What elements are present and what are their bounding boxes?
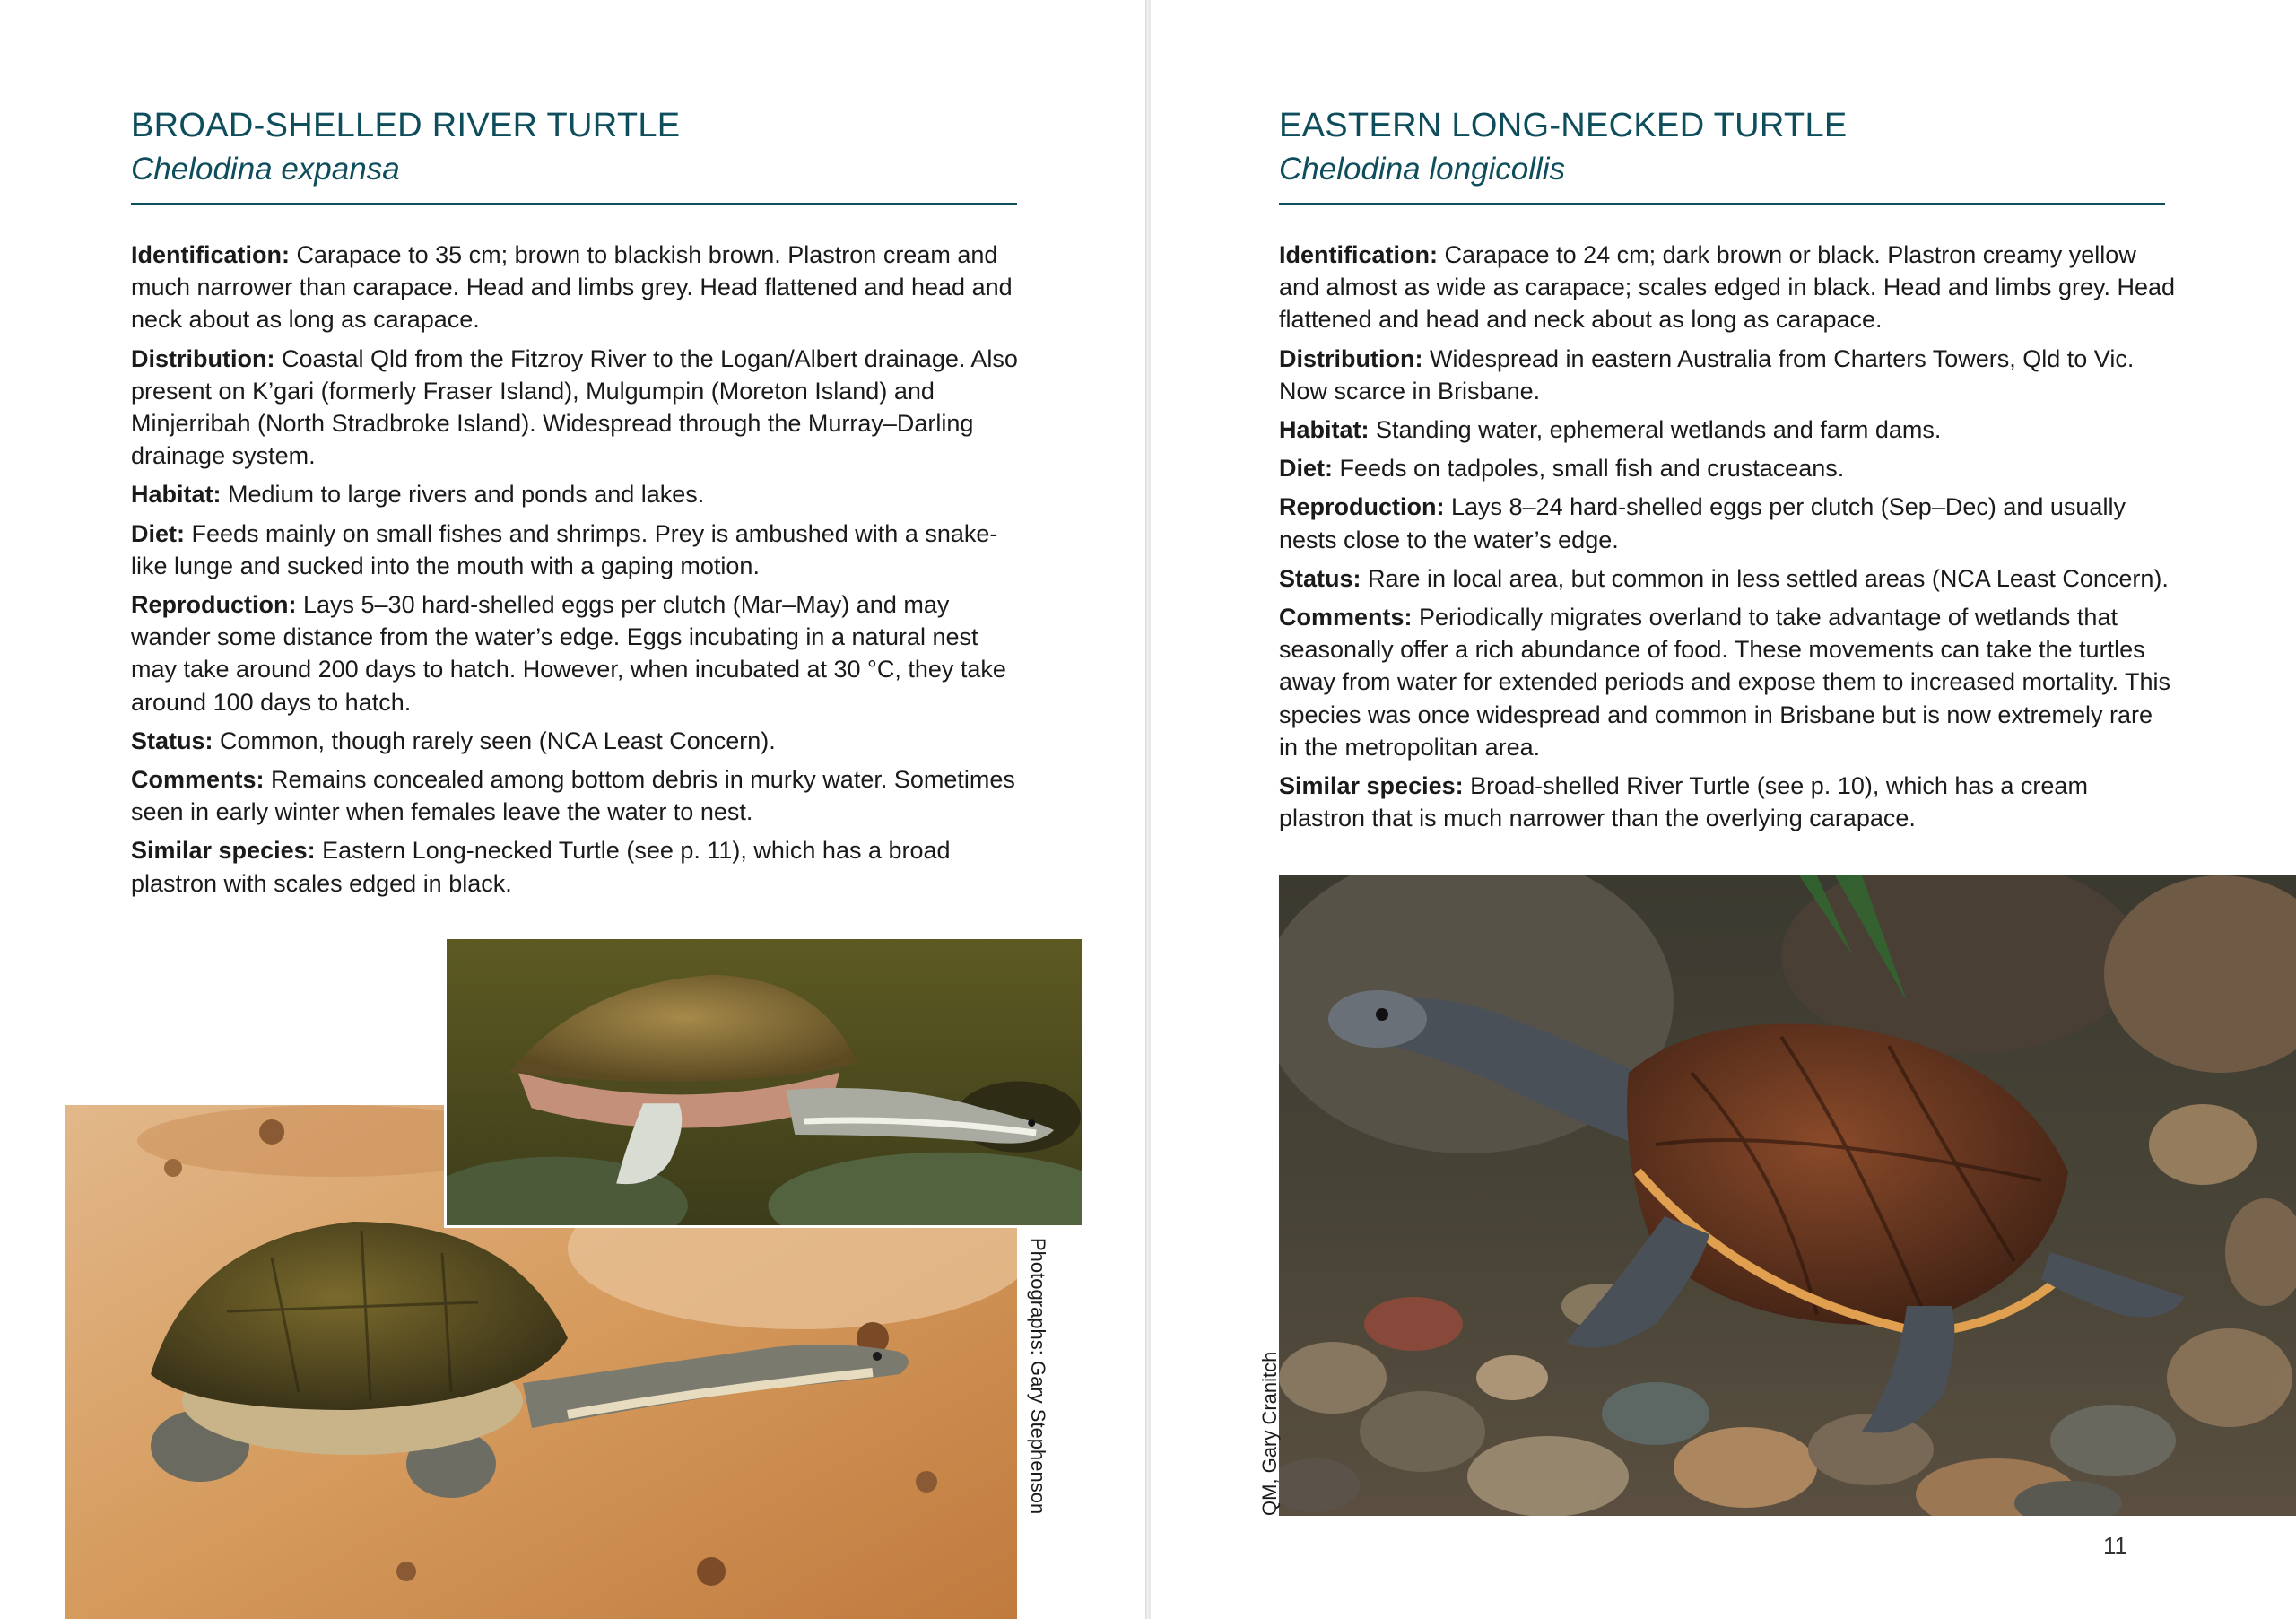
entry-label: Similar species: — [131, 837, 316, 865]
entry-label: Diet: — [131, 519, 185, 547]
header-rule — [1279, 203, 2165, 205]
status-entry — [131, 725, 1028, 757]
entry-label: Distribution: — [1279, 344, 1423, 372]
identification-entry — [1279, 239, 2176, 336]
entry-text: Rare in local area, but common in less settled areas (NCA Least Concern). — [1361, 564, 2169, 592]
right-page — [1151, 0, 2296, 1619]
entry-text: Broad-shelled River Turtle (see p. 10), which has a cream plastron that is much narrower than the overlying carapace. — [1279, 772, 2088, 832]
entry-text: Remains concealed among bottom debris in murky water. Sometimes seen in early winter when females leave the water to nest. — [131, 766, 1015, 826]
entry-text: Feeds on tadpoles, small fish and crustaceans. — [1333, 455, 1845, 483]
reproduction-entry — [131, 588, 1028, 718]
entry-text: Carapace to 35 cm; brown to blackish brown. Plastron cream and much narrower than carapace. Head and limbs grey. Head flattened and head and neck about as long as carapace. — [131, 241, 1013, 334]
similar-species-entry — [1279, 770, 2176, 834]
entry-text: Lays 5–30 hard-shelled eggs per clutch (Mar–May) and may wander some distance from the water’s edge. Eggs incubating in a natural nest may take around 200 days to hatch. However, when incubated at 30 °C, they take around 100 days to hatch. — [131, 591, 1006, 716]
identification-entry — [131, 239, 1028, 336]
long-necked-turtle-photo — [1279, 875, 2296, 1516]
distribution-entry — [131, 343, 1028, 473]
species-description — [131, 239, 1028, 906]
species-title: EASTERN LONG-NECKED TURTLE — [1279, 107, 1848, 144]
comments-entry — [131, 763, 1028, 828]
photo-credit: Photographs: Gary Stephenson — [1027, 1238, 1049, 1515]
status-entry — [1279, 562, 2176, 595]
reproduction-entry — [1279, 491, 2176, 555]
entry-text: Lays 8–24 hard-shelled eggs per clutch (Sep–Dec) and usually nests close to the water’s edge. — [1279, 493, 2126, 553]
header-rule — [131, 203, 1017, 205]
scientific-name: Chelodina longicollis — [1279, 152, 1566, 187]
similar-species-entry — [131, 834, 1028, 899]
entry-text: Medium to large rivers and ponds and lakes. — [221, 481, 705, 509]
entry-label: Comments: — [1279, 604, 1413, 631]
entry-text: Carapace to 24 cm; dark brown or black. Plastron creamy yellow and almost as wide as carapace; scales edged in black. Head and limbs grey. Head flattened and head and neck about as long as carapace. — [1279, 241, 2176, 334]
entry-text: Coastal Qld from the Fitzroy River to the Logan/Albert drainage. Also present on K’gari (formerly Fraser Island), Mulgumpin (Moreton Island) and Minjerribah (North Stradbroke Island). Widespread through the Murray–Darling drainage system. — [131, 344, 1018, 470]
entry-text: Eastern Long-necked Turtle (see p. 11), which has a broad plastron with scales edged in black. — [131, 837, 951, 897]
entry-label: Diet: — [1279, 455, 1333, 483]
species-header — [131, 102, 1017, 205]
comments-entry — [1279, 601, 2176, 763]
turtle-underwater-photo — [444, 939, 1082, 1228]
species-title: BROAD-SHELLED RIVER TURTLE — [131, 107, 681, 144]
entry-label: Identification: — [1279, 241, 1438, 268]
diet-entry — [1279, 452, 2176, 484]
entry-label: Identification: — [131, 241, 290, 268]
species-description — [1279, 239, 2176, 840]
scientific-name: Chelodina expansa — [131, 152, 400, 187]
entry-text: Standing water, ephemeral wetlands and farm dams. — [1369, 416, 1942, 444]
entry-label: Reproduction: — [1279, 493, 1445, 521]
entry-label: Distribution: — [131, 344, 275, 372]
page-number: 11 — [2103, 1532, 2127, 1559]
entry-label: Status: — [131, 727, 213, 754]
entry-label: Habitat: — [131, 481, 222, 509]
entry-text: Widespread in eastern Australia from Charters Towers, Qld to Vic. Now scarce in Brisbane. — [1279, 344, 2135, 405]
diet-entry — [131, 518, 1028, 582]
entry-label: Habitat: — [1279, 416, 1370, 444]
habitat-entry — [1279, 413, 2176, 446]
entry-label: Comments: — [131, 766, 265, 794]
photo-credit: QM, Gary Cranitch — [1258, 1351, 1281, 1516]
habitat-entry — [131, 478, 1028, 510]
entry-label: Reproduction: — [131, 591, 297, 619]
entry-text: Periodically migrates overland to take advantage of wetlands that seasonally offer a rich abundance of food. These movements can take the turtles away from water for extended periods and expose them to increased mortality. This species was once widespread and common in Brisbane but is now extremely rare in the metropolitan area. — [1279, 604, 2170, 761]
entry-label: Similar species: — [1279, 772, 1464, 800]
distribution-entry — [1279, 343, 2176, 407]
entry-label: Status: — [1279, 564, 1361, 592]
species-header — [1279, 102, 2165, 205]
entry-text: Feeds mainly on small fishes and shrimps. Prey is ambushed with a snake-like lunge and sucked into the mouth with a gaping motion. — [131, 519, 998, 579]
entry-text: Common, though rarely seen (NCA Least Concern). — [213, 727, 776, 754]
